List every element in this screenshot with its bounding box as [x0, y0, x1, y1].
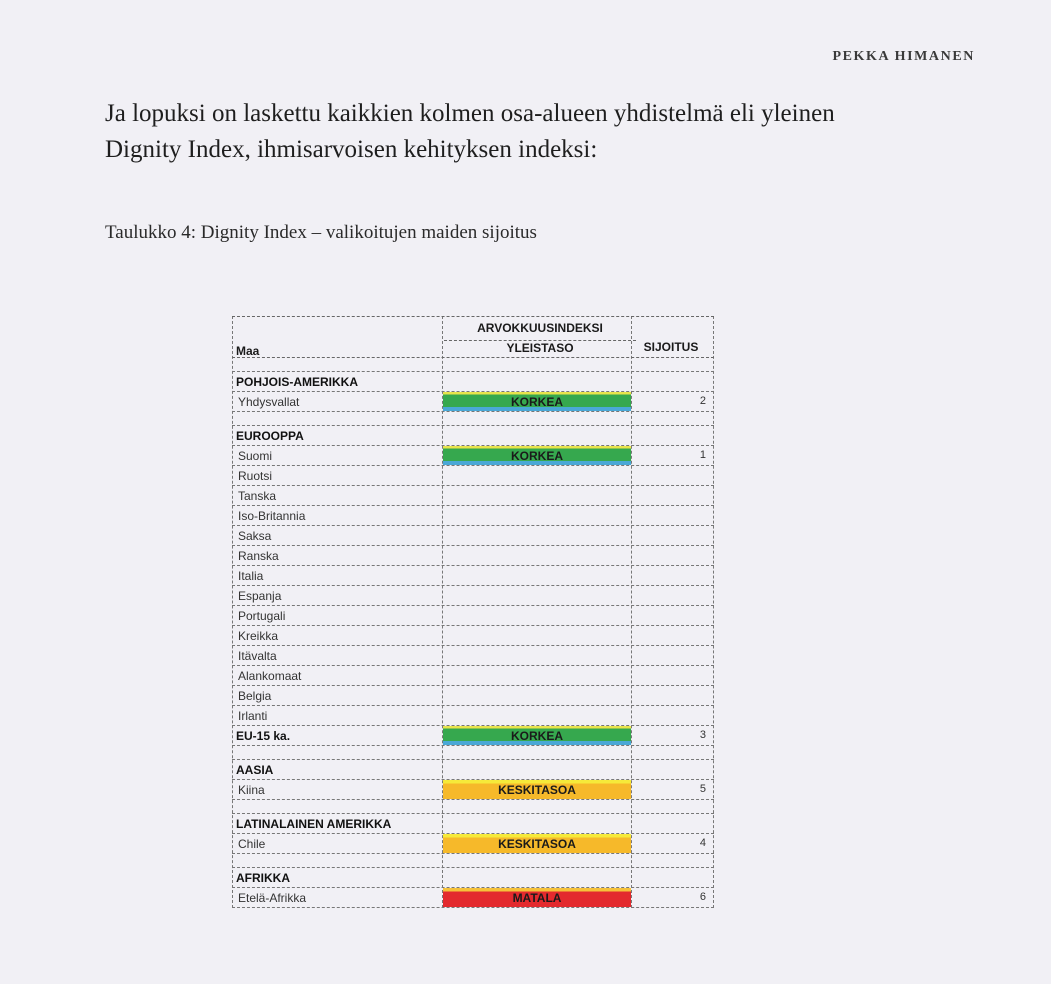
country-name: Irlanti — [238, 709, 268, 723]
table-row — [232, 486, 714, 506]
table-row — [232, 834, 714, 854]
country-name: Suomi — [238, 449, 273, 463]
table-row — [232, 686, 714, 706]
intro-paragraph — [105, 96, 985, 168]
intro-line: Dignity Index, ihmisarvoisen kehityksen indeksi: — [105, 136, 598, 163]
region-label: EUROOPPA — [236, 429, 304, 443]
rank-value: 1 — [699, 449, 706, 461]
table-caption: Taulukko 4: Dignity Index – valikoitujen maiden sijoitus — [105, 222, 537, 243]
country-name: Italia — [238, 569, 264, 583]
rank-value: 3 — [699, 729, 706, 741]
table-row — [232, 606, 714, 626]
table-row — [232, 586, 714, 606]
table-row — [232, 446, 714, 466]
table-row — [232, 392, 714, 412]
spacer-row — [232, 358, 714, 372]
region-label: LATINALAINEN AMERIKKA — [236, 817, 392, 831]
table-row — [232, 666, 714, 686]
country-name: Kiina — [238, 783, 265, 797]
country-name: EU-15 ka. — [236, 729, 291, 743]
table-row — [232, 546, 714, 566]
country-name: Espanja — [238, 589, 282, 603]
header-country: Maa — [236, 344, 260, 358]
rank-value: 5 — [699, 783, 706, 795]
table-row — [232, 726, 714, 746]
level-cell — [443, 780, 631, 799]
rank-value: 2 — [699, 395, 706, 407]
level-label: KORKEA — [510, 395, 563, 409]
country-name: Etelä-Afrikka — [238, 891, 307, 905]
spacer-row — [232, 800, 714, 814]
region-row — [232, 426, 714, 446]
country-name: Ruotsi — [238, 469, 273, 483]
level-label: KESKITASOA — [498, 783, 576, 797]
country-name: Ranska — [238, 549, 279, 563]
country-name: Iso-Britannia — [238, 509, 306, 523]
table-row — [232, 888, 714, 908]
country-name: Belgia — [238, 689, 272, 703]
table-row — [232, 506, 714, 526]
header-index-title: ARVOKKUUSINDEKSI — [477, 321, 603, 335]
table-header — [232, 316, 714, 358]
table-row — [232, 626, 714, 646]
level-cell — [443, 726, 631, 745]
level-label: KESKITASOA — [498, 837, 576, 851]
rank-value: 6 — [699, 891, 706, 903]
rank-value: 4 — [699, 837, 706, 849]
country-name: Kreikka — [238, 629, 279, 643]
table-row — [232, 780, 714, 800]
country-name: Chile — [238, 837, 266, 851]
region-label: AASIA — [236, 763, 274, 777]
level-cell — [443, 888, 631, 907]
level-label: MATALA — [512, 891, 562, 905]
header-level: YLEISTASO — [444, 340, 636, 355]
level-cell — [443, 834, 631, 853]
table-row — [232, 566, 714, 586]
intro-line: Ja lopuksi on laskettu kaikkien kolmen osa-alueen yhdistelmä eli yleinen — [105, 100, 835, 127]
country-name: Tanska — [238, 489, 277, 503]
spacer-row — [232, 746, 714, 760]
spacer-row — [232, 412, 714, 426]
level-label: KORKEA — [510, 449, 563, 463]
country-name: Saksa — [238, 529, 272, 543]
table-row — [232, 526, 714, 546]
header-rank: SIJOITUS — [643, 340, 699, 354]
region-row — [232, 814, 714, 834]
table-row — [232, 706, 714, 726]
region-row — [232, 868, 714, 888]
table-row — [232, 466, 714, 486]
table-row — [232, 646, 714, 666]
level-cell — [443, 446, 631, 465]
region-row — [232, 760, 714, 780]
region-row — [232, 372, 714, 392]
country-name: Alankomaat — [238, 669, 302, 683]
running-head: PEKKA HIMANEN — [832, 49, 975, 64]
dignity-index-table — [232, 316, 714, 908]
region-label: AFRIKKA — [236, 871, 290, 885]
country-name: Itävalta — [238, 649, 277, 663]
country-name: Yhdysvallat — [238, 395, 300, 409]
level-cell — [443, 392, 631, 411]
spacer-row — [232, 854, 714, 868]
country-name: Portugali — [238, 609, 286, 623]
level-label: KORKEA — [510, 729, 563, 743]
region-label: POHJOIS-AMERIKKA — [236, 375, 359, 389]
